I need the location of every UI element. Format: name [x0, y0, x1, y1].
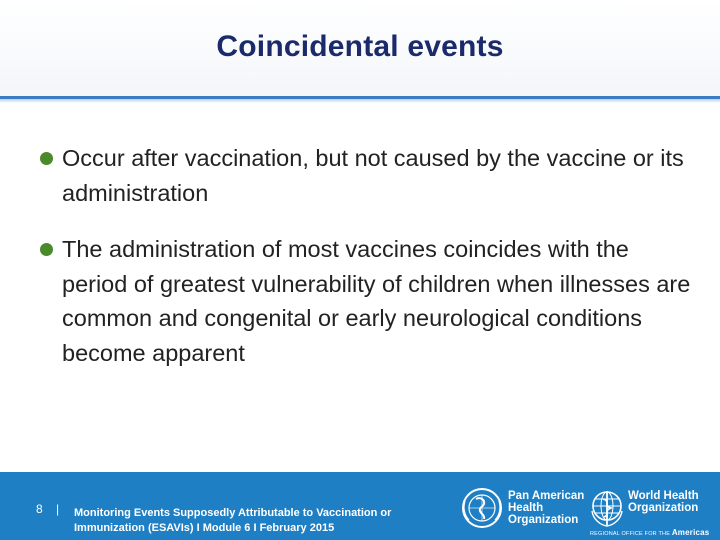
bullet-item-2: [40, 232, 691, 372]
page-number: 8: [36, 502, 43, 516]
paho-emblem-icon: [461, 487, 503, 529]
who-name: World Health Organization: [628, 490, 699, 514]
header-divider-shadow: [0, 99, 720, 103]
who-region-prefix: REGIONAL OFFICE FOR THE: [590, 531, 671, 537]
who-regional-office: [590, 528, 720, 537]
bullet-dot-icon: [40, 243, 53, 256]
bullet-text-1: Occur after vaccination, but not caused by the vaccine or its administration: [62, 145, 684, 206]
bullet-item-1: [40, 141, 684, 211]
slide-title: Coincidental events: [216, 30, 504, 63]
page-separator: |: [56, 502, 60, 516]
bullet-text-2: The administration of most vaccines coincides with the period of greatest vulnerability of children when illnesses are common and congenital or early neurological conditions become apparent: [62, 236, 691, 366]
footer-caption: Monitoring Events Supposedly Attributable to Vaccination or Immunization (ESAVIs) I Module 6 I February 2015: [74, 507, 392, 534]
paho-name: Pan American Health Organization: [508, 490, 585, 526]
slide-header: [0, 0, 720, 96]
bullet-dot-icon: [40, 152, 53, 165]
who-region: Americas: [671, 528, 710, 537]
slide-footer: [0, 472, 720, 540]
who-emblem-icon: [590, 487, 624, 529]
